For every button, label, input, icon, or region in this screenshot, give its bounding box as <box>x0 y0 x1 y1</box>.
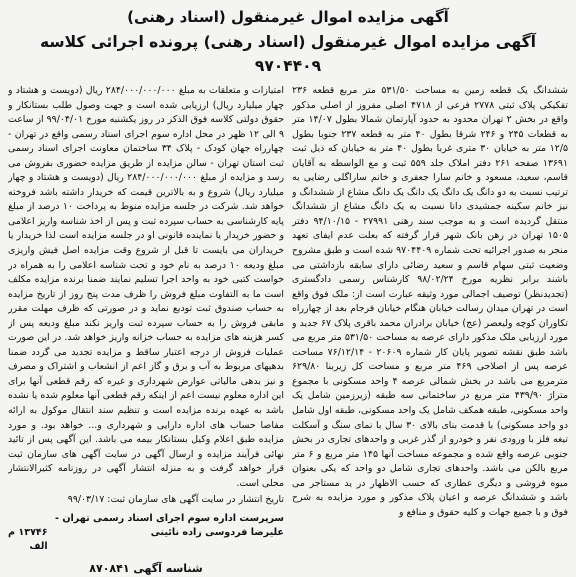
right-column-text <box>292 84 568 577</box>
notice-body <box>8 84 568 577</box>
signature-office: سرپرست اداره سوم اجرای اسناد رسمی تهران - علیرضا فردوسی زاده نائینی <box>55 512 284 538</box>
publish-date: تاریخ انتشار در سایت آگهی های سازمان ثبت: ۹۹/۰۳/۱۷ <box>67 494 284 506</box>
notice-id: شناسه آگهی ۸۷۰۸۴۱ <box>89 561 203 575</box>
left-column-paragraph: امتیازات و متعلقات به مبلغ ۲۸۴/۰۰۰/۰۰۰/۰۰۰ ریال (دویست و هشتاد و چهار میلیارد ریال) ارزیابی شده است و جهت وصول طلب بستانکار و حقوق دولتی کلاسه فوق الذکر در روز یکشنبه مورخ ۹۹/۰۴/۰۱ از ساعت ۹ الی ۱۲ ظهر در محل اداره سوم اجرای اسناد رسمی واقع در تهران - چهارراه جهان کودک - پلاک ۳۴ ساختمان معاونت اجرای اسناد رسمی ثبت استان تهران - سالن مزایده از طریق مزایده حضوری بفروش می رسد و مزایده از مبلغ ۲۸۴/۰۰۰/۰۰۰/۰۰۰ ریال (دویست و هشتاد و چهار میلیارد ریال) شروع و به بالاترین قیمت که خریدار داشته باشد فروخته خواهد شد. شرکت در جلسه مزایده منوط به پرداخت ۱۰ درصد از مبلغ پایه کارشناسی به حساب سپرده ثبت و پس از اخذ شناسه واریز اعلامی و حضور خریدار یا نماینده قانونی او در جلسه مزایده است لذا خریدار یا خریداران می بایست تا قبل از شروع وقت مزایده اصل فیش واریزی مبلغ ودیعه ۱۰ درصد به نام خود و تحت شناسه اعلامی را به همراه در خواست کتبی خود به واحد اجرا تسلیم نمایند ضمنا برنده مزایده مکلف است ما به التفاوت مبلغ فروش را ظرف مدت پنج روز از تاریخ مزایده به حساب صندوق ثبت تودیع نماید و در صورتی که ظرف مهلت مقرر مابقی فروش را به حساب سپرده ثبت واریز نکند مبلغ ودیعه پس از کسر هزینه های مزایده به حساب خزانه واریز خواهد شد. در این صورت عملیات فروش از درجه اعتبار ساقط و مزایده تجدید می گردد ضمنا بدهیهای مربوط به آب و برق و گاز اعم از انشعاب و اشتراک و مصرف و نیز بدهی مالیاتی عوارض شهرداری و غیره که رقم قطعی آنها برای این اداره معلوم نیست اعم از اینکه رقم قطعی آنها معلوم شده یا نشده باشد به عهده برنده مزایده است و تنظیم سند انتقال موکول به ارائه مفاصا حساب های اداره دارایی و شهرداری و... خواهد بود. و مورد مزایده طبق اعلام وکیل بستانکار بیمه می باشد. این آگهی پس از تائید نهائی فرآیند مزایده و ارسال آگهی در سایت آگهی های سازمان ثبت قرار خواهد گرفت و به منزله انتشار آگهی در روزنامه کثیرالانتشار محلی است. <box>8 85 284 489</box>
notice-subtitle: آگهی مزایده اموال غیرمنقول (اسناد رهنی) پرونده اجرائی کلاسه ۹۷۰۴۴۰۹ <box>40 33 536 75</box>
left-column <box>8 84 284 577</box>
signature-code: ۱۳۷۴۶ م الف <box>7 526 48 552</box>
signature-block <box>8 512 284 554</box>
left-column-text <box>8 84 284 491</box>
right-column-paragraph: ششدانگ یک قطعه زمین به مساحت ۵۳۱/۵۰ متر مربع قطعه ۲۳۶ تفکیکی پلاک ثبتی ۲۷۷۸ فرعی از ۴۷۱۸ اصلی مفروز از اصلی مذکور واقع در بخش ۲ تهران محدود به حدود آپارتمان شمالا بطول ۱۴/۰۷ متر به قطعات ۲۴۵ و ۲۴۶ شرقا بطول ۴۰ متر به قطعه ۲۳۷ جنوبا بطول ۱۲/۵ متر به خیابان ۳۰ متری غربا بطول ۴۰ متر به خیابان که ذیل ثبت ۱۳۶۹۱ صفحه ۲۶۱ دفتر املاک جلد ۵۵۹ ثبت و مع الواسطه به آقایان قاسم، سعید، مسعود و خانم سارا جعفری و خانم ساراگلی رضایی به ترتیب نسبت به دو دانگ یک دانگ یک دانگ یک دانگ مشاع از ششدانگ و نیز خانم سکینه جمشیدی دانا نسبت به یک دانگ مشاع از ششدانگ منتقل گردیده است و به موجب سند رهنی ۲۷۹۹۱ - ۹۴/۱۰/۱۵ دفتر ۱۵۰۵ تهران در رهن بانک شهر قرار گرفته که بعلت عدم ایفای تعهد منجر به صدور اجرائیه تحت شماره ۹۷۰۴۴۰۹ شده است و طبق مشروح وضعیت ثبتی سهام قاسم و سعید رضائی دارای سابقه بازداشتی می باشند برابر نظریه مورخ ۹۸/۰۲/۲۴ کارشناس رسمی دادگستری (تجدیدنظر) توصیف اجمالی مورد وثیقه عبارت است از: ملک فوق واقع است در تهران میدان رسالت خیابان هنگام خیابان فرجام بعد از چهارراه تکاوران کوچه ولیعصر (عج) خیابان برادران محمد باقری پلاک ۶۷ جدید و مورد ارزیابی ملک مذکور دارای عرصه به مساحت ۵۳۱/۵۰ متر مربع می باشد طبق نقشه تصویر پایان کار شماره ۲۰۶۰۹ - ۷۶/۱۲/۱۴ مساحت عرصه پس از اصلاحی ۴۶۹ متر مربع و مساحت کل زیربنا ۶۲۹/۸۰ مترمربع می باشد در بخش شمالی عرصه ۴ واحد مسکونی با مجموع متراژ ۴۳۹/۹۰ متر مربع در ساختمانی سه طبقه (زیرزمین شامل یک واحد مسکونی، طبقه همکف شامل یک واحد مسکونی، طبقه اول شامل دو واحد مسکونی) با قدمت بنای بالای ۳۰ سال با نمای سنگ و آسکلت تیغه فلز با ورودی نفر و خودرو از گذر غربی و واحدهای تجاری در بخش جنوبی عرصه واقع شده و مجموعه مساحت آنها ۱۴۵ متر مربع و ۶ متر مربع بالکن می باشد. واحدهای تجاری شامل دو واحد که یکی بعنوان میوه فروشی و دیگری عطاری که حسب الاظهار در ید مستاجر می باشد و ششدانگ عرصه و اعیان پلاک مذکور و مورد مزایده به شرح فوق و با جمیع جهات و کلیه حقوق و منافع و <box>292 85 568 518</box>
notice-title: آگهی مزایده اموال غیرمنقول (اسناد رهنی) <box>127 8 449 26</box>
